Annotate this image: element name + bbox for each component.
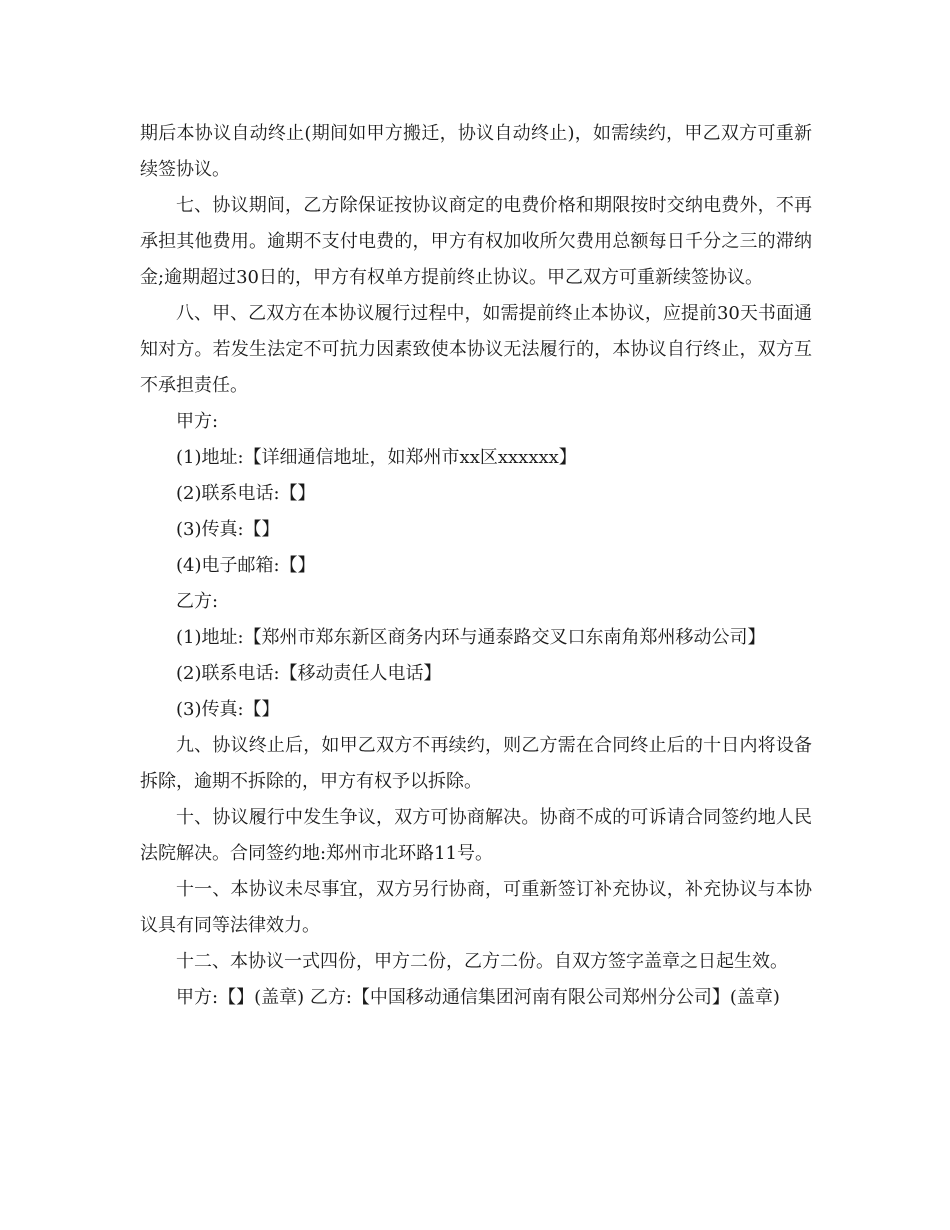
clause-12: 十二、本协议一式四份，甲方二份，乙方二份。自双方签字盖章之日起生效。 (176, 951, 788, 972)
signature-block: 甲方:【】(盖章) 乙方:【中国移动通信集团河南有限公司郑州分公司】(盖章) (176, 987, 780, 1008)
clause-11: 十一、本协议未尽事宜，双方另行协商，可重新签订补充协议，补充协议与本协议具有同等法律效力。 (140, 879, 812, 936)
party-b-phone: (2)联系电话:【移动责任人电话】 (176, 663, 442, 684)
party-a-address: (1)地址:【详细通信地址，如郑州市xx区xxxxxx】 (176, 447, 577, 468)
party-a-fax: (3)传真:【】 (176, 519, 280, 540)
party-a-phone: (2)联系电话:【】 (176, 483, 316, 504)
clause-7: 七、协议期间，乙方除保证按协议商定的电费价格和期限按时交纳电费外，不再承担其他费用。逾期不支付电费的，甲方有权加收所欠费用总额每日千分之三的滞纳金;逾期超过30日的，甲方有权单方提前终止协议。甲乙双方可重新续签协议。 (140, 195, 812, 288)
party-a-label: 甲方: (176, 411, 219, 432)
continuation-paragraph: 期后本协议自动终止(期间如甲方搬迁，协议自动终止)，如需续约，甲乙双方可重新续签协议。 (140, 123, 812, 180)
party-a-email: (4)电子邮箱:【】 (176, 555, 316, 576)
clause-10: 十、协议履行中发生争议，双方可协商解决。协商不成的可诉请合同签约地人民法院解决。合同签约地:郑州市北环路11号。 (140, 807, 812, 864)
party-b-label: 乙方: (176, 591, 219, 612)
clause-8: 八、甲、乙双方在本协议履行过程中，如需提前终止本协议，应提前30天书面通知对方。若发生法定不可抗力因素致使本协议无法履行的，本协议自行终止，双方互不承担责任。 (140, 303, 812, 396)
clause-9: 九、协议终止后，如甲乙双方不再续约，则乙方需在合同终止后的十日内将设备拆除，逾期不拆除的，甲方有权予以拆除。 (140, 735, 812, 792)
party-b-address: (1)地址:【郑州市郑东新区商务内环与通泰路交叉口东南角郑州移动公司】 (176, 627, 766, 648)
party-b-fax: (3)传真:【】 (176, 699, 280, 720)
document-body (140, 116, 812, 1016)
